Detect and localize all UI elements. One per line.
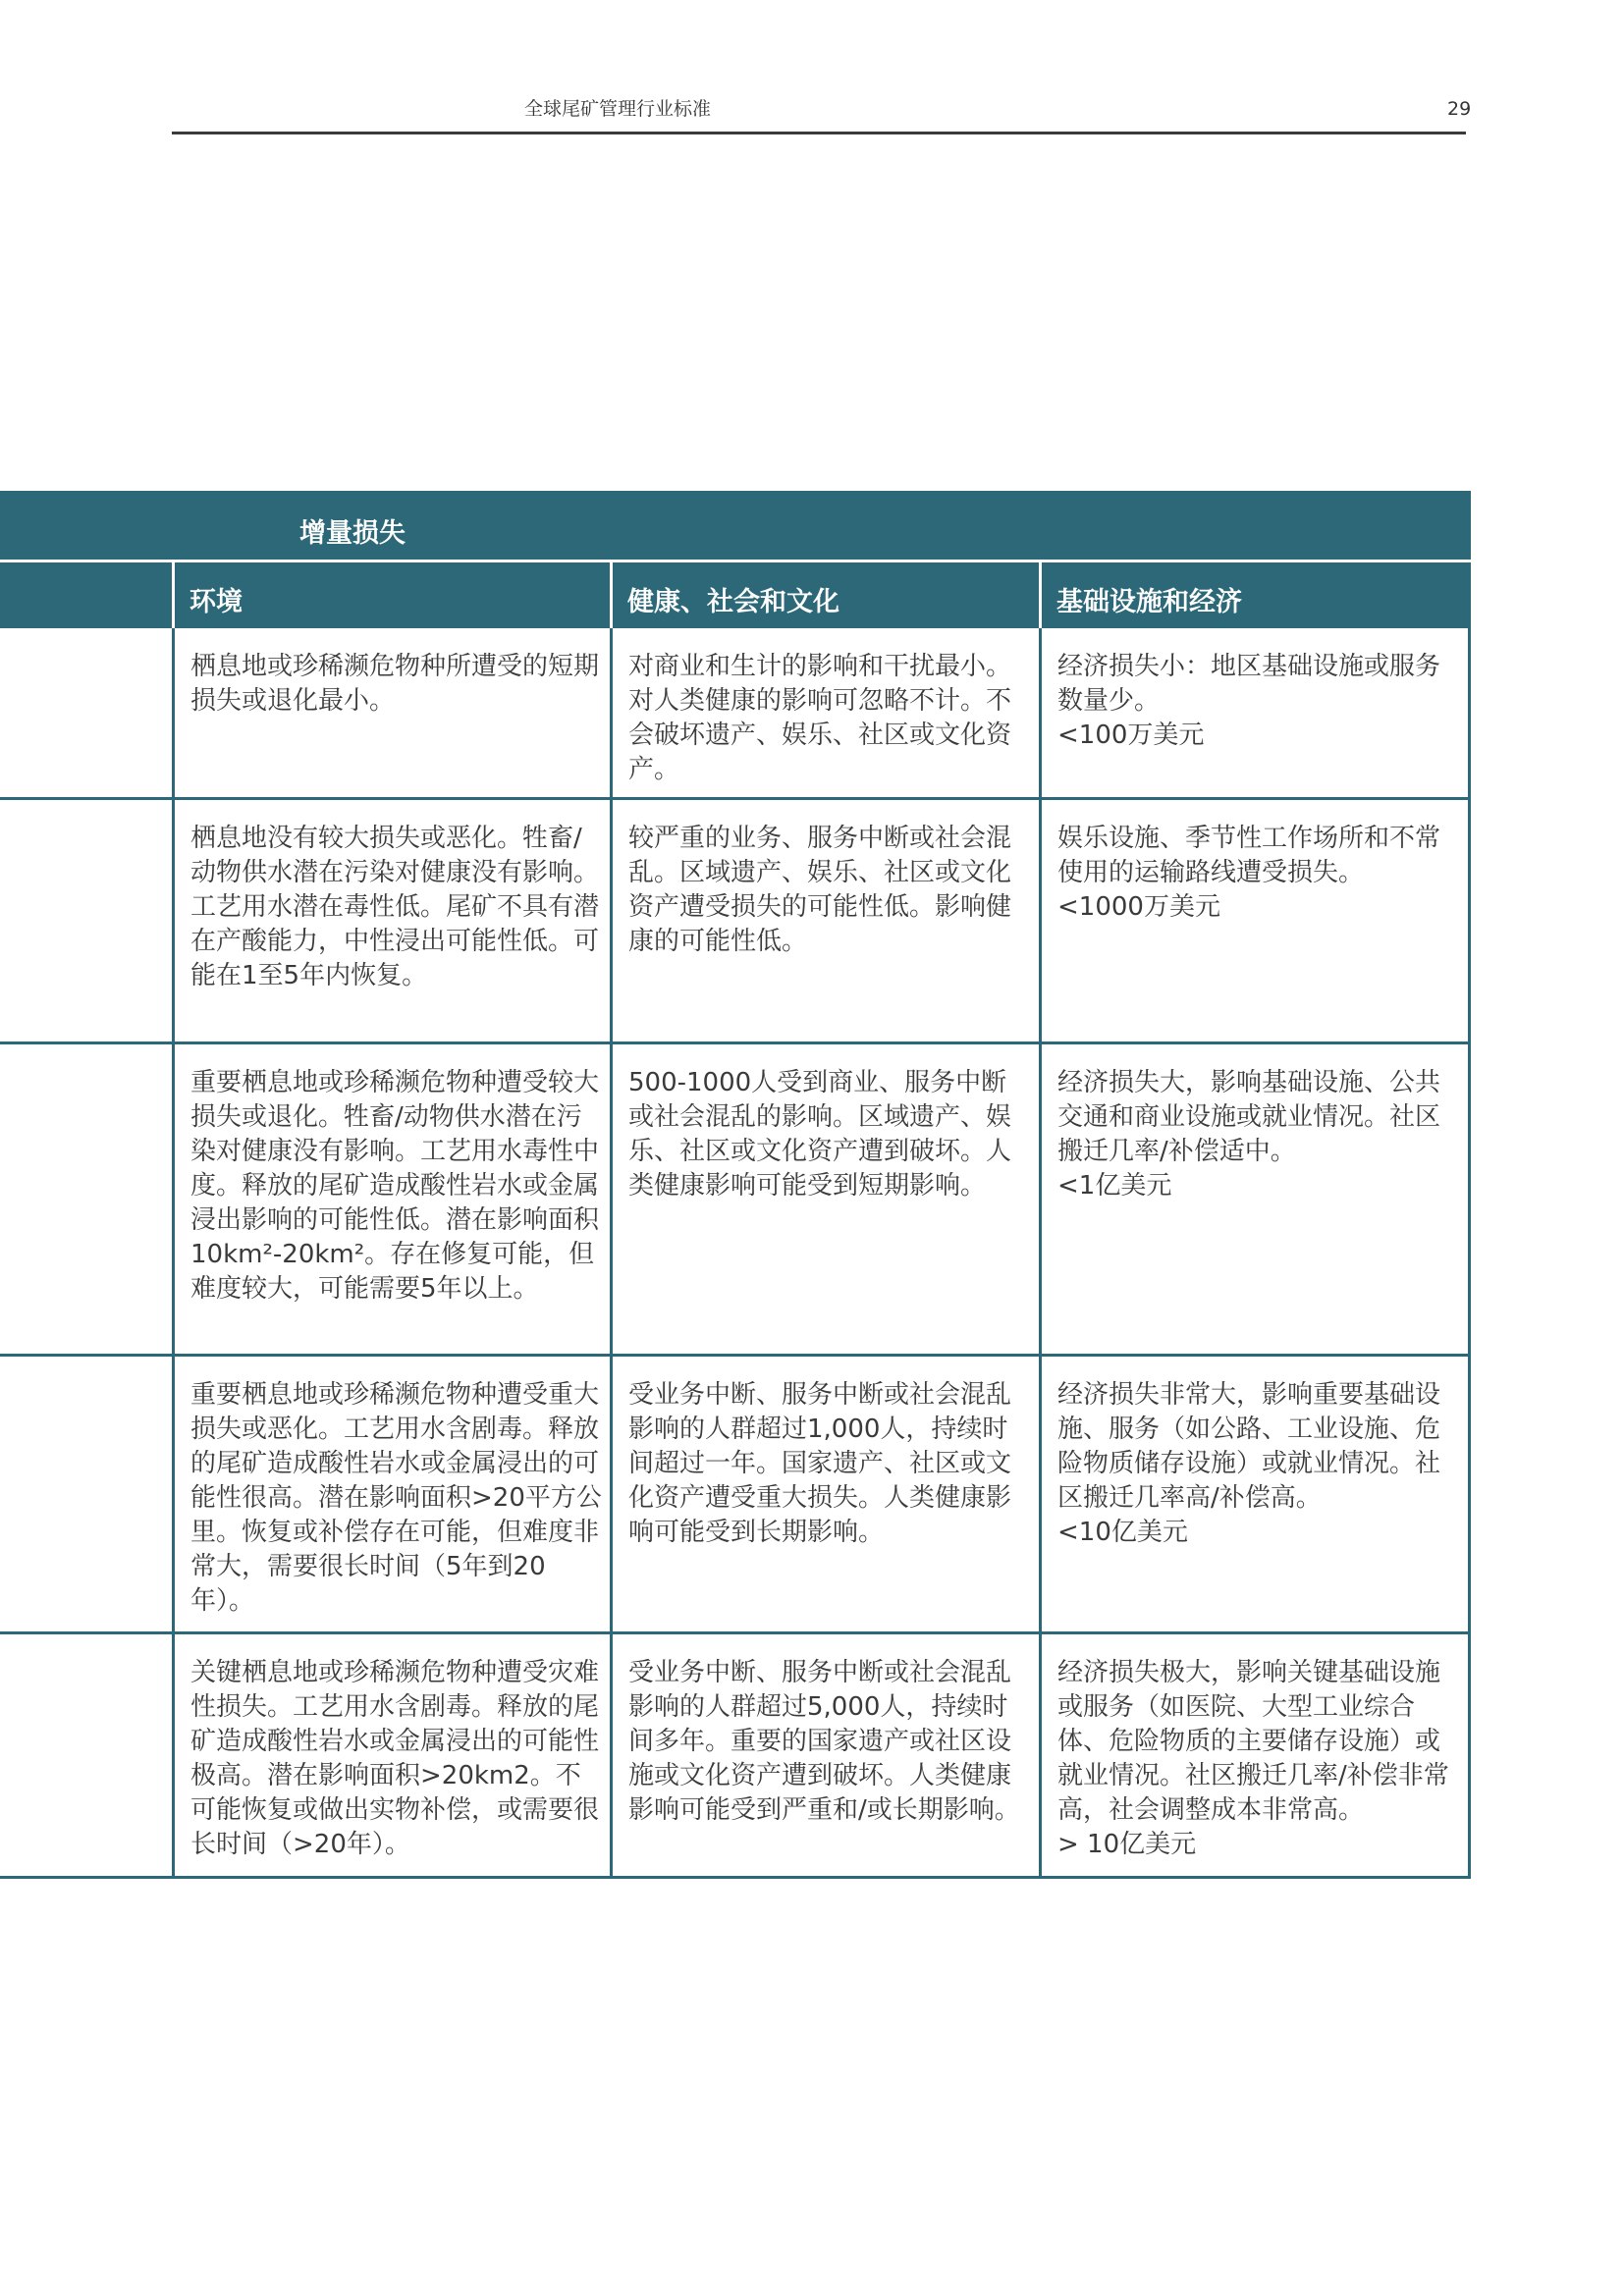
column-header-blank bbox=[0, 562, 172, 628]
cell-value: <10亿美元 bbox=[1057, 1518, 1188, 1547]
page-number: 29 bbox=[1447, 98, 1472, 120]
health-cell bbox=[610, 800, 1039, 1041]
cell-value: <1亿美元 bbox=[1057, 1171, 1172, 1201]
cell-text: 经济损失极大，影响关键基础设施或服务（如医院、大型工业综合体、危险物质的主要储存设施）或就业情况。社区搬迁几率/补偿非常高，社会调整成本非常高。 bbox=[1057, 1658, 1449, 1825]
row-label-cell bbox=[0, 1634, 172, 1876]
table-body bbox=[0, 628, 1471, 1879]
infrastructure-cell bbox=[1039, 1357, 1471, 1632]
cell-text: 受业务中断、服务中断或社会混乱影响的人群超过1,000人，持续时间超过一年。国家遗产、社区或文化资产遭受重大损失。人类健康影响可能受到长期影响。 bbox=[628, 1380, 1012, 1547]
loss-table bbox=[0, 491, 1471, 1879]
cell-text: 经济损失大，影响基础设施、公共交通和商业设施或就业情况。社区搬迁几率/补偿适中。 bbox=[1057, 1068, 1441, 1166]
cell-text: 关键栖息地或珍稀濒危物种遭受灾难性损失。工艺用水含剧毒。释放的尾矿造成酸性岩水或金属浸出的可能性极高。潜在影响面积>20km2。不可能恢复或做出实物补偿，或需要很长时间（>20年）。 bbox=[190, 1658, 600, 1859]
infrastructure-cell bbox=[1039, 800, 1471, 1041]
cell-text: 重要栖息地或珍稀濒危物种遭受重大损失或恶化。工艺用水含剧毒。释放的尾矿造成酸性岩水或金属浸出的可能性很高。潜在影响面积>20平方公里。恢复或补偿存在可能，但难度非常大，需要很长时间（5年到20年）。 bbox=[190, 1380, 602, 1616]
cell-text: 工艺用水潜在毒性低。尾矿不具有潜在产酸能力，中性浸出可能性低。可能在1至5年内恢复。 bbox=[190, 892, 600, 990]
environment-cell bbox=[172, 1044, 610, 1354]
environment-cell bbox=[172, 628, 610, 801]
cell-text: 娱乐设施、季节性工作场所和不常使用的运输路线遭受损失。 bbox=[1057, 824, 1441, 887]
table-title: 增量损失 bbox=[299, 518, 406, 549]
cell-text: 受业务中断、服务中断或社会混乱影响的人群超过5,000人，持续时间多年。重要的国家遗产或社区设施或文化资产遭到破坏。人类健康影响可能受到严重和/或长期影响。 bbox=[628, 1658, 1020, 1825]
row-label-cell bbox=[0, 800, 172, 1041]
cell-value: <1000万美元 bbox=[1057, 892, 1220, 922]
row-label-cell bbox=[0, 1357, 172, 1632]
cell-text: 重要栖息地或珍稀濒危物种遭受较大损失或退化。牲畜/动物供水潜在污染对健康没有影响。工艺用水毒性中度。释放的尾矿造成酸性岩水或金属浸出影响的可能性低。潜在影响面积10km²-20km²。存在修复可能，但难度较大，可能需要5年以上。 bbox=[190, 1068, 600, 1304]
column-header-health: 健康、社会和文化 bbox=[610, 562, 1039, 628]
cell-text: 栖息地没有较大损失或恶化。牲畜/动物供水潜在污染对健康没有影响。 bbox=[190, 824, 600, 887]
health-cell bbox=[610, 1357, 1039, 1632]
cell-text: 经济损失小：地区基础设施或服务数量少。 bbox=[1057, 652, 1441, 716]
row-label-cell bbox=[0, 1044, 172, 1354]
header-rule bbox=[172, 132, 1466, 134]
health-cell bbox=[610, 1044, 1039, 1354]
cell-text: 栖息地或珍稀濒危物种所遭受的短期损失或退化最小。 bbox=[190, 652, 600, 716]
cell-text: 经济损失非常大，影响重要基础设施、服务（如公路、工业设施、危险物质储存设施）或就业情况。社区搬迁几率高/补偿高。 bbox=[1057, 1380, 1441, 1513]
table-title-band bbox=[0, 491, 1471, 560]
cell-value: > 10亿美元 bbox=[1057, 1830, 1197, 1859]
column-header-row bbox=[0, 562, 1471, 628]
cell-text: 500-1000人受到商业、服务中断或社会混乱的影响。区域遗产、娱乐、社区或文化资产遭到破坏。人类健康影响可能受到短期影响。 bbox=[628, 1068, 1012, 1201]
table-row bbox=[0, 1631, 1468, 1876]
health-cell bbox=[610, 1634, 1039, 1876]
cell-text: 较严重的业务、服务中断或社会混乱。区域遗产、娱乐、社区或文化资产遭受损失的可能性低。影响健康的可能性低。 bbox=[628, 824, 1012, 956]
infrastructure-cell bbox=[1039, 628, 1471, 801]
table-row bbox=[0, 1354, 1468, 1631]
environment-cell bbox=[172, 800, 610, 1041]
environment-cell bbox=[172, 1357, 610, 1632]
running-title: 全球尾矿管理行业标准 bbox=[524, 98, 712, 120]
table-row bbox=[0, 1041, 1468, 1354]
row-label-cell bbox=[0, 628, 172, 801]
infrastructure-cell bbox=[1039, 1044, 1471, 1354]
column-header-infrastructure: 基础设施和经济 bbox=[1039, 562, 1471, 628]
column-header-environment: 环境 bbox=[172, 562, 610, 628]
table-row bbox=[0, 628, 1468, 797]
cell-text: 对商业和生计的影响和干扰最小。对人类健康的影响可忽略不计。不会破坏遗产、娱乐、社区或文化资产。 bbox=[628, 652, 1012, 784]
table-row bbox=[0, 797, 1468, 1041]
health-cell bbox=[610, 628, 1039, 801]
cell-value: <100万美元 bbox=[1057, 721, 1205, 750]
environment-cell bbox=[172, 1634, 610, 1876]
infrastructure-cell bbox=[1039, 1634, 1471, 1876]
